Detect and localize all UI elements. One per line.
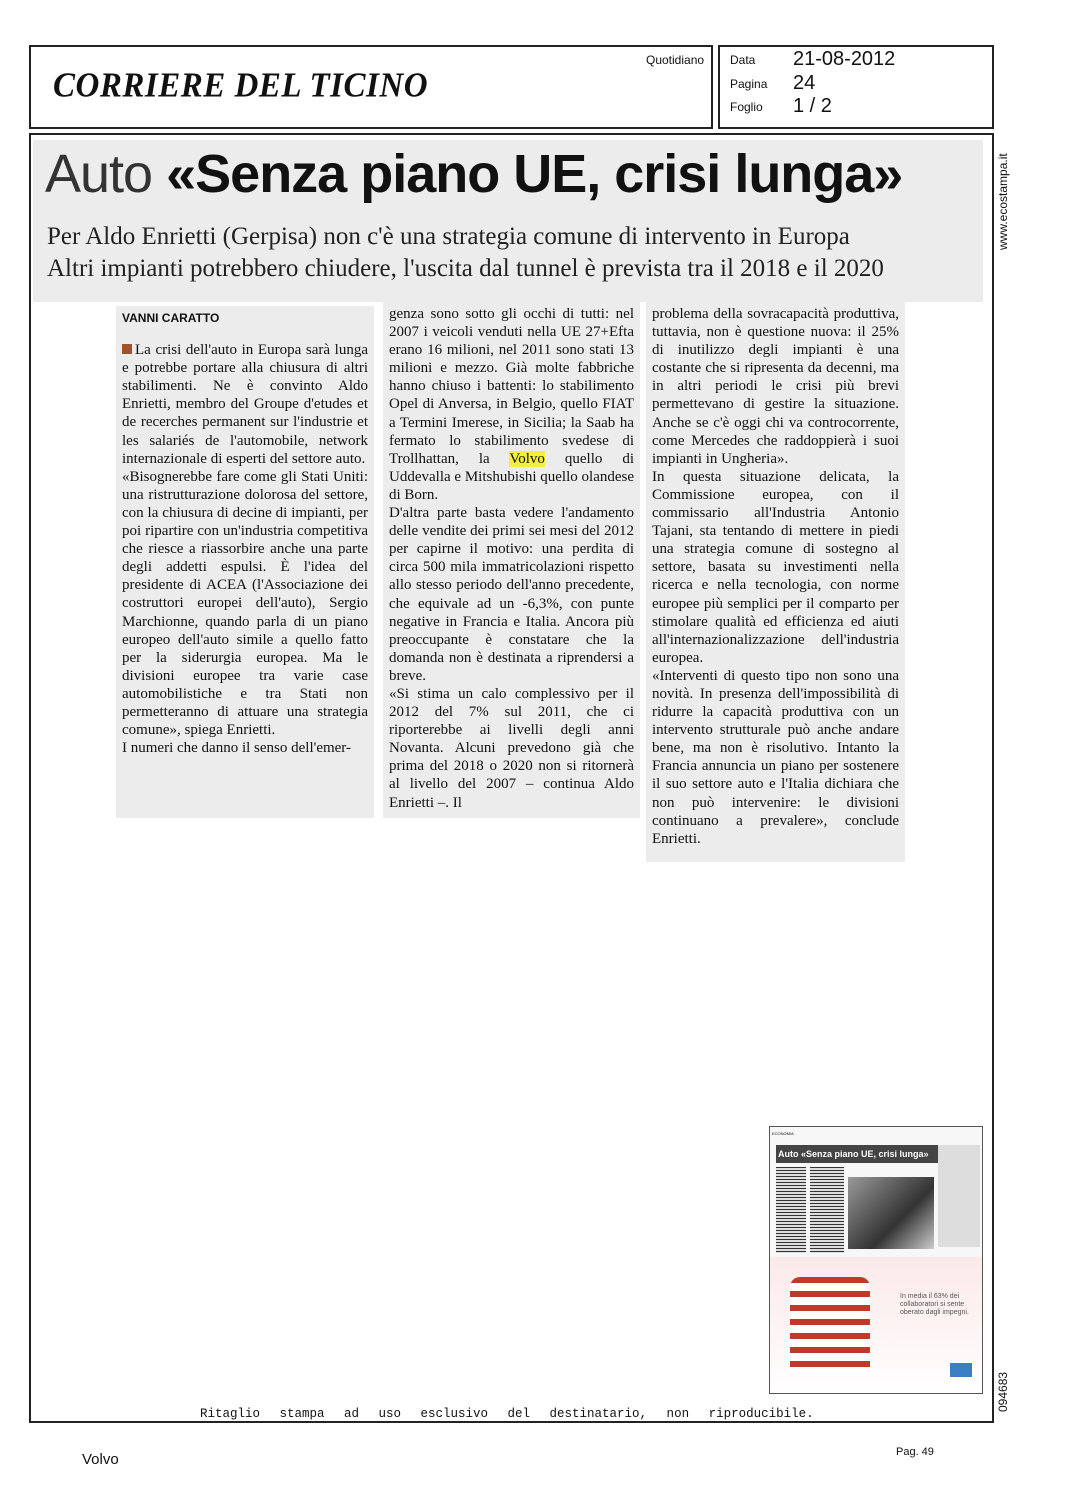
col2-paragraph-1a: genza sono sotto gli occhi di tutti: nel 2007 i veicoli venduti nella UE 27+Efta erano 16 milioni, nel 2011 sono stati 13 milioni e mezzo. Già molte fabbriche hanno chiuso i battenti: lo stabilimento Opel di Anversa, in Belgio, quello FIAT a Termini Imerese, in Sicilia; la Saab ha fermato lo stabilimento svedese di Trollhattan, la [389, 306, 634, 467]
headline-kicker: Auto [45, 144, 153, 204]
byline: VANNI CARATTO [122, 311, 220, 325]
publication-type: Quotidiano [646, 53, 705, 67]
thumbnail-text-block [776, 1167, 806, 1253]
col3-paragraph-3: «Interventi di questo tipo non sono una novità. In presenza dell'impossibilità di ridurre la capacità produttiva con un intervento strutturale può anche andare bene, ma non è risolutivo. Intanto la Francia annuncia un piano per sostenere il suo settore auto e l'Italia dichiara che non può intervenire: le divisioni continuano a prevalere», conclude Enrietti. [652, 667, 899, 847]
col3-paragraph-2: In questa situazione delicata, la Commissione europea, con il commissario all'Industria Antonio Tajani, sta tentando di mettere in piedi una strategia comune di sostegno al settore, basata su investimenti nella ricerca e nella tecnologia, con norme europee più semplici per il comparto per stimolare qualità ed efficienza ed aiuti all'internazionalizzazione dell'industria europea. [652, 468, 899, 666]
paragraph-marker-icon [122, 344, 132, 354]
thumbnail-text-block [810, 1167, 844, 1253]
highlighted-keyword: Volvo [509, 450, 545, 467]
page-value: 24 [793, 72, 816, 94]
keyword-label: Volvo [82, 1451, 119, 1468]
col2-paragraph-2: D'altra parte basta vedere l'andamento delle vendite dei primi sei mesi del 2012 per capirne il motivo: una perdita di circa 500 mila immatricolazioni rispetto allo stesso periodo dell'anno precedente, che equivale ad un -6,3%, con punte negative in Francia e Italia. Ancora più preoccupante è constatare che la domanda non è destinata a riprendersi a breve. [389, 505, 634, 684]
thumbnail-cake-image [790, 1277, 870, 1372]
article-column-1 [116, 306, 374, 818]
col1-paragraph-1: La crisi dell'auto in Europa sarà lunga e potrebbe portare alla chiusura di altri stabilimenti. Ne è convinto Aldo Enrietti, membro del Groupe d'etudes et de recerches permanent sur l'industrie et les salariés de l'automobile, network internazionale di esperti del settore auto. [122, 342, 368, 467]
col2-paragraph-3: «Si stima un calo complessivo per il 2012 del 7% sul 2011, che ci riporterebbe ai livelli degli anni Novanta. Alcuni prevedono già che prima del 2018 o 2020 non si ritornerà al livello del 2007 – continua Aldo Enrietti –. Il [389, 685, 634, 811]
subtitle-line-2: Altri impianti potrebbero chiudere, l'uscita dal tunnel è prevista tra il 2018 e il 2020 [47, 255, 884, 282]
article-column-2 [383, 302, 640, 818]
sheet-value: 1 / 2 [793, 95, 832, 117]
thumbnail-logo-icon [950, 1363, 972, 1377]
article-column-3 [646, 302, 905, 862]
headline-text: «Senza piano UE, crisi lunga» [166, 144, 903, 204]
col2-paragraph-1b: quello di Uddevalla e Mitshubishi quello olandese di Born. [389, 450, 634, 503]
thumbnail-sidebar [938, 1145, 980, 1247]
thumbnail-ad-text: In media il 63% dei collaboratori si sente oberato dagli impegni. [900, 1293, 969, 1316]
subtitle-line-1: Per Aldo Enrietti (Gerpisa) non c'è una strategia comune di intervento in Europa [47, 223, 850, 250]
col1-paragraph-2: «Bisognerebbe fare come gli Stati Uniti: una ristrutturazione dolorosa del settore, con la chiusura di decine di impianti, per poi ripartire con un'industria competitiva che riesce a riassorbire anche una parte degli addetti espulsi. È l'idea del presidente di ACEA (l'Associazione dei costruttori europei dell'auto), Sergio Marchionne, quando parla di un piano europeo dell'auto simile a quello fatto per la siderurgia europea. Ma le divisioni europee tra varie case automobilistiche e tra Stati non permetteranno di attuare una strategia comune», spiega Enrietti. [122, 468, 368, 739]
thumbnail-section: ECONOMIA [772, 1131, 794, 1136]
clipping-code: 094683 [996, 1371, 1010, 1412]
masthead: CORRIERE DEL TICINO [53, 67, 429, 105]
sheet-label: Foglio [730, 100, 763, 114]
col1-paragraph-3: I numeri che danno il senso dell'emer- [122, 740, 351, 757]
headline [45, 143, 902, 205]
date-label: Data [730, 53, 756, 67]
thumbnail-title: Auto «Senza piano UE, crisi lunga» [776, 1145, 938, 1163]
page-label: Pagina [730, 77, 768, 91]
reproduction-notice: Ritaglio stampa ad uso esclusivo del destinatario, non riproducibile. [200, 1407, 814, 1421]
page-number: Pag. 49 [896, 1446, 934, 1458]
page-thumbnail [769, 1126, 983, 1394]
col3-paragraph-1: problema della sovracapacità produttiva, tuttavia, non è questione nuova: il 25% di inutilizzo degli impianti è una costante che si ripresenta da decenni, ma in altri periodi le crisi più brevi permettevano di gestire la situazione. Anche se c'è oggi chi va controcorrente, come Mercedes che raddoppierà i suoi impianti in Ungheria». [652, 306, 899, 467]
date-value: 21-08-2012 [793, 48, 896, 70]
ecostampa-site: www.ecostampa.it [996, 153, 1010, 250]
thumbnail-photo [848, 1177, 934, 1249]
